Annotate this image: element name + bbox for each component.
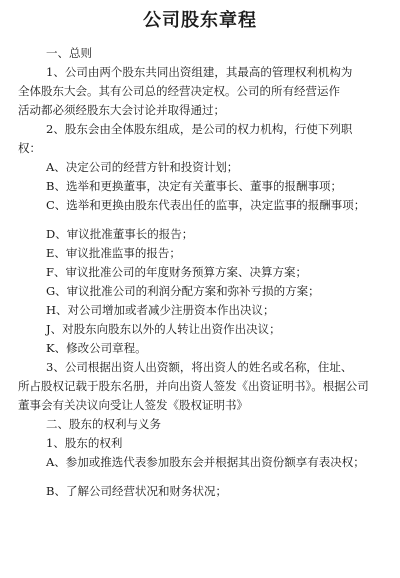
text-line: A、决定公司的经营方针和投资计划； — [46, 160, 239, 174]
text-line: J、对股东向股东以外的人转让出资作出决议； — [46, 322, 281, 336]
document-body — [18, 44, 382, 501]
text-line: 3、公司根据出资人出资额，将出资人的姓名或名称，住址、 — [46, 360, 353, 374]
text-line: 全体股东大会。其有公司总的经营决定权。公司的所有经营运作 — [18, 84, 340, 98]
text-line: 董事会有关决议向受让人签发《股权证明书》 — [18, 398, 248, 412]
text-line: K、修改公司章程。 — [46, 341, 147, 355]
text-line: G、审议批准公司的利润分配方案和弥补亏损的方案； — [46, 284, 320, 298]
blank-line — [18, 215, 382, 225]
text-line: C、选举和更换由股东代表出任的监事，决定监事的报酬事项； — [46, 198, 366, 212]
text-line: F、审议批准公司的年度财务预算方案、决算方案； — [46, 265, 307, 279]
text-line: 活动都必须经股东大会讨论并取得通过； — [18, 103, 225, 117]
text-line: 1、股东的权利 — [46, 436, 123, 450]
text-line: 1、公司由两个股东共同出资组建，其最高的管理权利机构为 — [46, 65, 353, 79]
blank-line — [18, 472, 382, 482]
document-title: 公司股东章程 — [143, 10, 257, 31]
text-line: B、选举和更换董事，决定有关董事长、董事的报酬事项； — [46, 179, 342, 193]
text-line: 一、总则 — [46, 46, 92, 60]
text-line: 二、股东的权利与义务 — [46, 417, 161, 431]
text-line: 所占股权记载于股东名册，并向出资人签发《出资证明书》。根据公司 — [18, 379, 369, 393]
text-line: A、参加或推选代表参加股东会并根据其出资份额享有表决权； — [46, 455, 365, 469]
text-line: B、了解公司经营状况和财务状况； — [46, 484, 227, 498]
text-line: 2、股东会由全体股东组成，是公司的权力机构，行使下列职 — [46, 122, 353, 136]
text-line: E、审议批准监事的报告； — [46, 246, 181, 260]
text-line: D、审议批准董事长的报告； — [46, 227, 194, 241]
text-line: 权： — [18, 141, 41, 155]
text-line: H、对公司增加或者减少注册资本作出决议； — [46, 303, 275, 317]
